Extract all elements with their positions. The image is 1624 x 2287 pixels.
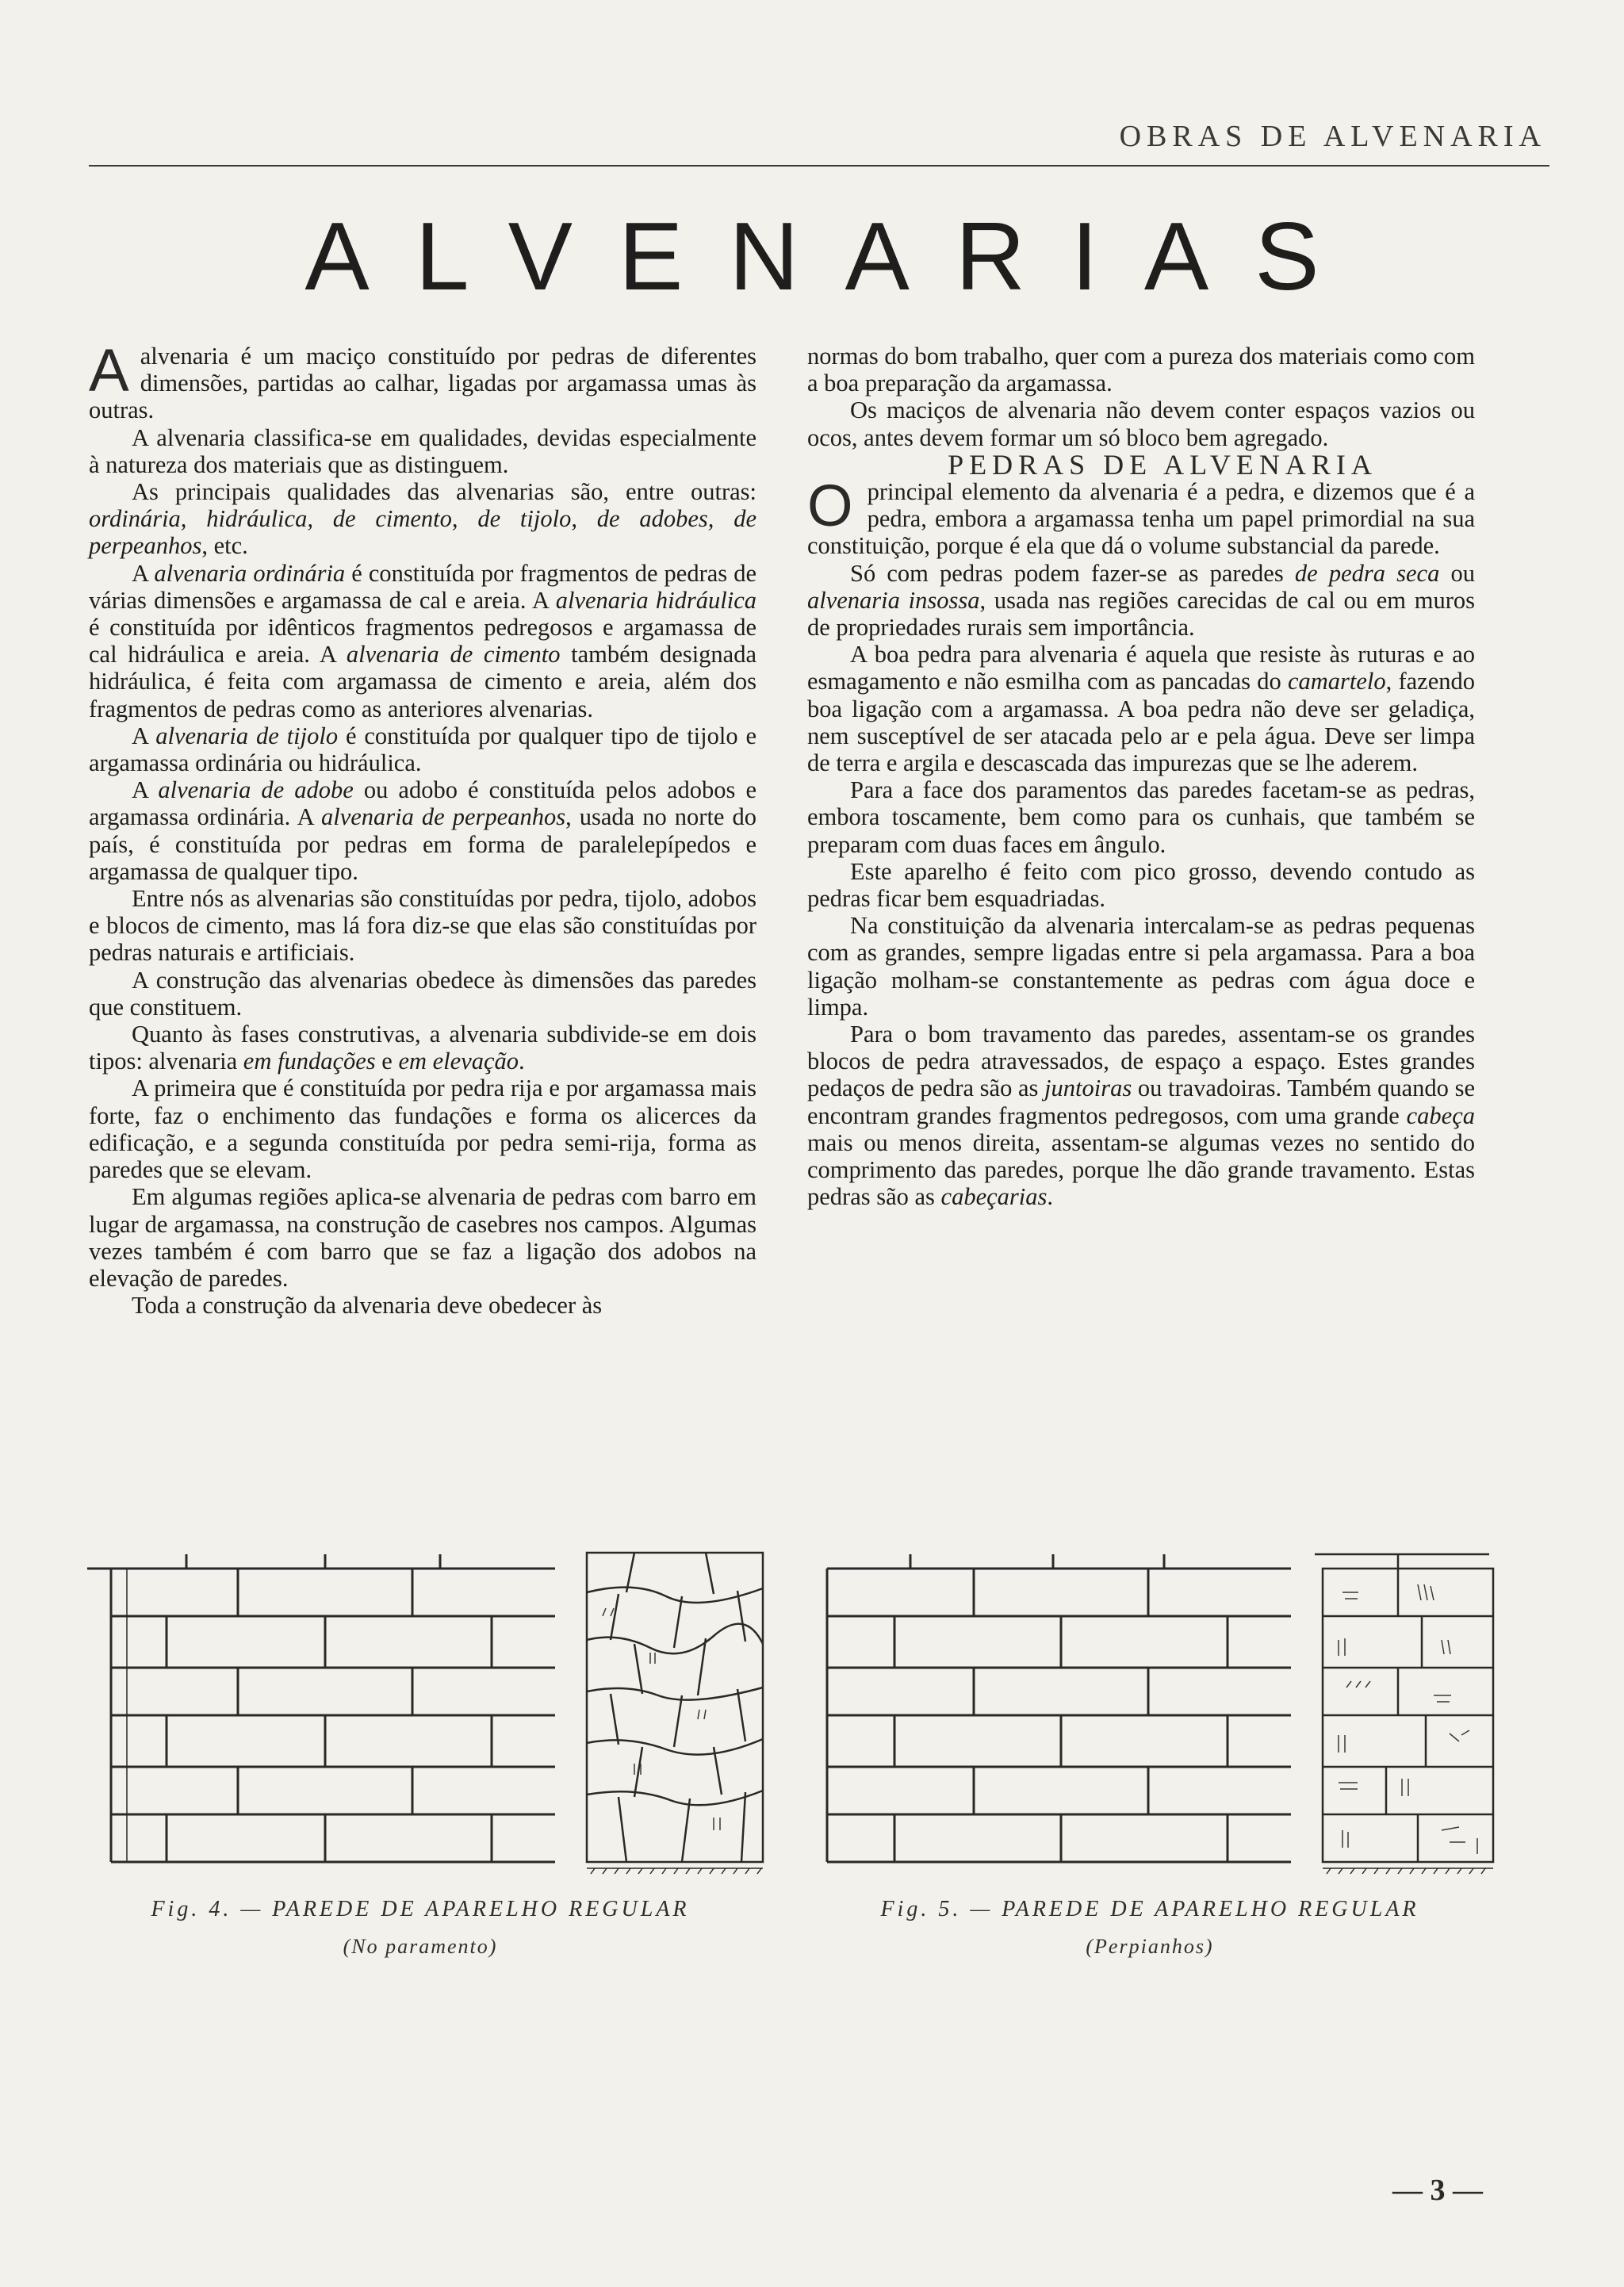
- italic-run: alvenaria hidráulica: [555, 586, 756, 614]
- text-run: e: [375, 1048, 399, 1075]
- italic-run: cabeça: [1406, 1101, 1475, 1129]
- italic-run: alvenaria de cimento: [346, 641, 561, 668]
- section-heading: PEDRAS DE ALVENARIA: [948, 448, 1377, 481]
- text-run: ou travadoiras. Também quando se encontram grandes fragmentos pedregosos, com uma grande: [807, 1075, 1475, 1129]
- paragraph: [807, 396, 1475, 450]
- text-run: Para o bom travamento das paredes, assentam-se os grandes blocos de pedra atravessados, de espaço a espaço. Estes grandes pedaços de pedra são as: [807, 1021, 1475, 1102]
- text-run: Os maciços de alvenaria não devem conter espaços vazios ou ocos, antes devem formar um só bloco bem agregado.: [807, 396, 1475, 451]
- text-run: Só com pedras podem fazer-se as paredes: [850, 559, 1295, 587]
- text-run: Quanto às fases construtivas, a alvenaria subdivide-se em dois tipos: alvenaria: [89, 1021, 756, 1075]
- paragraph: [807, 560, 1475, 642]
- text-run: , usada no norte do país, é constituída por pedras em forma de paralelepípedos e argamassa de qualquer tipo.: [89, 803, 756, 885]
- right-column: [807, 343, 1475, 1211]
- paragraph: [89, 1292, 756, 1319]
- page-number: — 3 —: [1392, 2174, 1483, 2207]
- italic-run: em fundações: [243, 1048, 376, 1075]
- drop-cap: O: [807, 473, 853, 539]
- italic-run: alvenaria de tijolo: [155, 722, 339, 749]
- text-run: A boa pedra para alvenaria é aquela que resiste às ruturas e ao esmagamento e não esmilha com as pancadas do: [807, 641, 1475, 695]
- italic-run: de pedra seca: [1294, 559, 1440, 587]
- drop-cap: A: [89, 337, 129, 404]
- text-run: , fazendo boa ligação com a argamassa. A boa pedra não deve ser geladiça, nem susceptível de ser atacada pelo ar e pela água. Deve ser limpa de terra e argila e descascada das impurezas que se lhe aderem.: [807, 668, 1475, 777]
- text-run: ou adobo é constituída pelos adobos e argamassa ordinária. A: [89, 776, 757, 831]
- text-run: é constituída por qualquer tipo de tijolo e argamassa ordinária ou hidráulica.: [89, 722, 757, 777]
- paragraph: [89, 885, 756, 967]
- page-title: ALVENARIAS: [304, 202, 1365, 310]
- text-run: A: [132, 722, 156, 749]
- paragraph: [89, 967, 756, 1021]
- italic-run: alvenaria insossa: [807, 586, 980, 614]
- figure-4-caption: Fig. 4. — PAREDE DE APARELHO REGULAR: [151, 1897, 690, 1921]
- text-run: A primeira que é constituída por pedra rija e por argamassa mais forte, faz o enchimento das fundações e forma os alicerces da edificação, e a segunda constituída por pedra semi-rija, forma as paredes que se elevam.: [89, 1075, 756, 1184]
- text-run: ou: [1439, 559, 1476, 587]
- paragraph: [807, 473, 1475, 560]
- italic-run: camartelo: [1287, 668, 1386, 695]
- paragraph: [89, 776, 756, 885]
- text-run: A alvenaria classifica-se em qualidades, devidas especialmente à natureza dos materiais que as distinguem.: [89, 423, 756, 478]
- text-run: .: [1047, 1183, 1053, 1211]
- text-run: .: [519, 1048, 525, 1075]
- fig4-brick-wall-drawing: [79, 1537, 777, 1878]
- paragraph: [89, 1021, 756, 1075]
- figure-5-caption: Fig. 5. — PAREDE DE APARELHO REGULAR: [880, 1897, 1419, 1921]
- paragraph: [807, 343, 1475, 396]
- text-run: mais ou menos direita, assentam-se algumas vezes no sentido do comprimento das paredes, porque lhe dão grande travamento. Estas pedras são as: [807, 1128, 1475, 1211]
- text-run: A: [132, 776, 159, 804]
- text-run: A construção das alvenarias obedece às dimensões das paredes que constituem.: [89, 966, 756, 1021]
- fig5-brick-wall-drawing: [815, 1537, 1513, 1878]
- text-run: Na constituição da alvenaria intercalam-se as pedras pequenas com as grandes, sempre ligadas entre si pela argamassa. Para a boa ligação molham-se constantemente as pedras com água doce e limpa.: [807, 912, 1475, 1021]
- text-run: é constituída por fragmentos de pedras de várias dimensões e argamassa de cal e areia. A: [89, 559, 756, 614]
- text-run: principal elemento da alvenaria é a pedra, e dizemos que é a pedra, embora a argamassa tenha um papel primordial na sua constituição, porque é ela que dá o volume substancial da parede.: [807, 478, 1475, 560]
- italic-run: alvenaria de perpeanhos: [320, 803, 566, 831]
- italic-run: juntoiras: [1044, 1075, 1132, 1102]
- text-run: é constituída por idênticos fragmentos pedregosos e argamassa de cal hidráulica e areia. A: [89, 614, 756, 668]
- italic-run: cabeçarias: [940, 1183, 1048, 1211]
- text-run: também designada hidráulica, é feita com argamassa de cimento e areia, além dos fragmentos de pedras como as anteriores alvenarias.: [89, 641, 756, 722]
- paragraph: [89, 560, 756, 722]
- text-run: Este aparelho é feito com pico grosso, devendo contudo as pedras ficar bem esquadriadas.: [807, 857, 1475, 913]
- figure-4-subcaption: (No paramento): [343, 1935, 498, 1958]
- italic-run: alvenaria ordinária: [154, 559, 346, 587]
- text-run: As principais qualidades das alvenarias são, entre outras:: [132, 478, 756, 506]
- figure-4: [79, 1537, 777, 1882]
- paragraph: [89, 424, 756, 478]
- text-run: Toda a construção da alvenaria deve obedecer às: [132, 1292, 603, 1320]
- italic-run: ordinária, hidráulica, de cimento, de tijolo, de adobes, de perpeanhos: [89, 505, 756, 560]
- header-rule: [89, 165, 1549, 167]
- paragraph: [89, 478, 756, 560]
- text-run: A: [132, 559, 155, 587]
- text-run: Em algumas regiões aplica-se alvenaria de pedras com barro em lugar de argamassa, na construção de casebres nos campos. Algumas vezes também é com barro que se faz a ligação dos adobos na elevação de paredes.: [89, 1183, 756, 1292]
- text-run: alvenaria é um maciço constituído por pedras de diferentes dimensões, partidas ao calhar, ligadas por argamassa umas às outras.: [89, 343, 756, 424]
- paragraph: [807, 1021, 1475, 1210]
- paragraph: [89, 337, 756, 424]
- text-run: , etc.: [201, 532, 248, 560]
- paragraph: [807, 641, 1475, 776]
- italic-run: alvenaria de adobe: [158, 776, 354, 804]
- paragraph: [807, 858, 1475, 912]
- text-run: Entre nós as alvenarias são constituídas por pedra, tijolo, adobos e blocos de cimento, mas lá fora diz-se que elas são constituídas por pedras naturais e artificiais.: [89, 885, 756, 967]
- paragraph: [807, 776, 1475, 858]
- paragraph: [89, 1183, 756, 1292]
- italic-run: em elevação: [398, 1048, 519, 1075]
- paragraph: [89, 722, 756, 776]
- text-run: , usada nas regiões carecidas de cal ou em muros de propriedades rurais sem importância.: [807, 586, 1475, 642]
- running-head: OBRAS DE ALVENARIA: [1119, 120, 1546, 153]
- paragraph: [89, 1075, 756, 1183]
- figure-5: [815, 1537, 1513, 1882]
- left-column: [89, 337, 757, 1320]
- text-run: Para a face dos paramentos das paredes facetam-se as pedras, embora toscamente, bem como para os cunhais, que também se preparam com duas faces em ângulo.: [807, 776, 1475, 858]
- paragraph: [807, 912, 1475, 1021]
- text-run: normas do bom trabalho, quer com a pureza dos materiais como com a boa preparação da argamassa.: [807, 343, 1475, 397]
- figure-5-subcaption: (Perpianhos): [1086, 1935, 1214, 1958]
